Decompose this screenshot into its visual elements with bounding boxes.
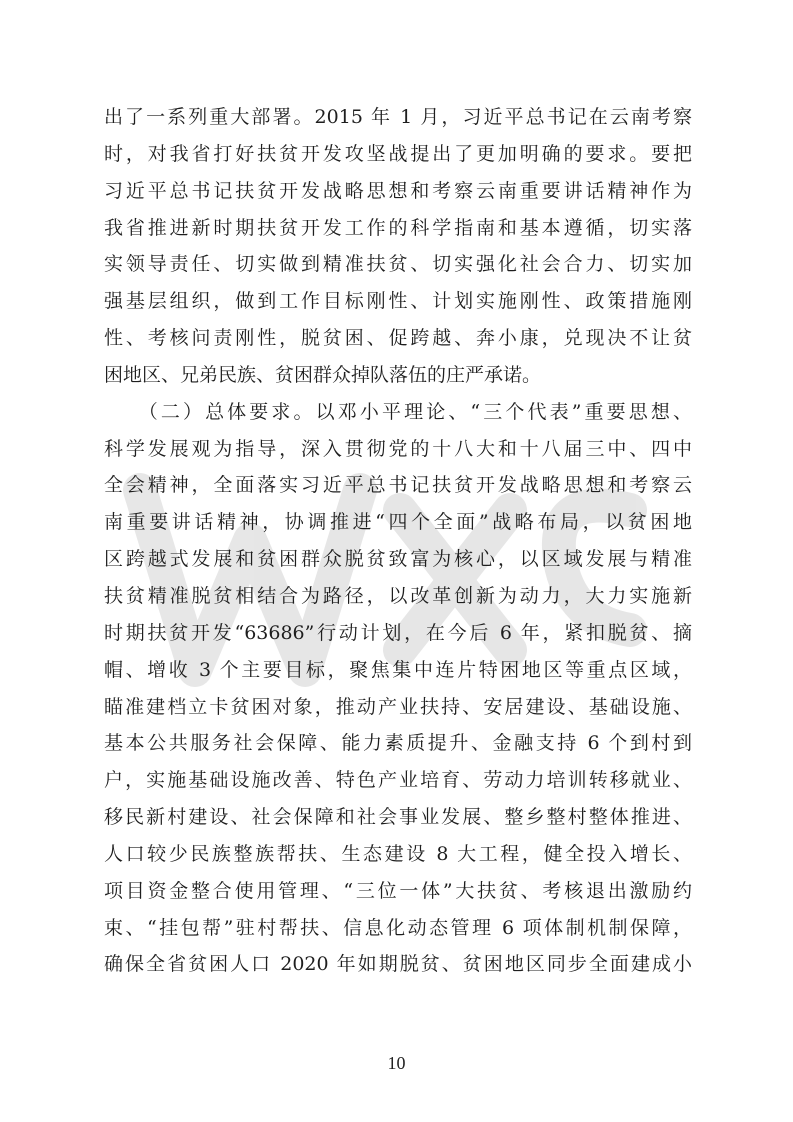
text-line: 全会精神，全面落实习近平总书记扶贫开发战略思想和考察云: [104, 474, 692, 497]
text-line: 基本公共服务社会保障、能力素质提升、金融支持 6 个到村到: [104, 732, 692, 755]
text-line: 移民新村建设、社会保障和社会事业发展、整乡整村整体推进、: [104, 806, 692, 829]
text-line: 扶贫精准脱贫相结合为路径，以改革创新为动力，大力实施新: [104, 584, 692, 607]
body-text: [104, 99, 692, 983]
text-line: 困地区、兄弟民族、贫困群众掉队落伍的庄严承诺。: [104, 363, 542, 386]
text-line: （二）总体要求。以邓小平理论、“三个代表”重要思想、: [104, 400, 692, 423]
text-line: 强基层组织，做到工作目标刚性、计划实施刚性、政策措施刚: [104, 290, 692, 313]
text-line: 南重要讲话精神，协调推进“四个全面”战略布局，以贫困地: [104, 511, 692, 534]
text-line: 出了一系列重大部署。2015 年 1 月，习近平总书记在云南考察: [104, 106, 692, 128]
text-line: 帽、增收 3 个主要目标，聚焦集中连片特困地区等重点区域，: [104, 658, 692, 681]
text-line: 性、考核问责刚性，脱贫困、促跨越、奔小康，兑现决不让贫: [104, 327, 692, 350]
text-line: 习近平总书记扶贫开发战略思想和考察云南重要讲话精神作为: [104, 179, 692, 202]
text-line: 时，对我省打好扶贫开发攻坚战提出了更加明确的要求。要把: [104, 142, 692, 165]
text-line: 实领导责任、切实做到精准扶贫、切实强化社会合力、切实加: [104, 253, 692, 276]
text-line: 项目资金整合使用管理、“三位一体”大扶贫、考核退出激励约: [104, 879, 692, 902]
text-line: 户，实施基础设施改善、特色产业培育、劳动力培训转移就业、: [104, 769, 692, 792]
text-line: 区跨越式发展和贫困群众脱贫致富为核心，以区域发展与精准: [104, 548, 692, 571]
page-number: 10: [387, 1053, 406, 1073]
text-line: 人口较少民族整族帮扶、生态建设 8 大工程，健全投入增长、: [104, 842, 692, 865]
text-line: 确保全省贫困人口 2020 年如期脱贫、贫困地区同步全面建成小: [104, 953, 692, 976]
text-line: 时期扶贫开发“63686”行动计划，在今后 6 年，紧扣脱贫、摘: [104, 621, 692, 644]
text-line: 我省推进新时期扶贫开发工作的科学指南和基本遵循，切实落: [104, 216, 692, 239]
text-line: 瞄准建档立卡贫困对象，推动产业扶持、安居建设、基础设施、: [104, 695, 692, 718]
text-line: 束、“挂包帮”驻村帮扶、信息化动态管理 6 项体制机制保障，: [104, 916, 692, 939]
text-line: 科学发展观为指导，深入贯彻党的十八大和十八届三中、四中: [104, 437, 692, 460]
